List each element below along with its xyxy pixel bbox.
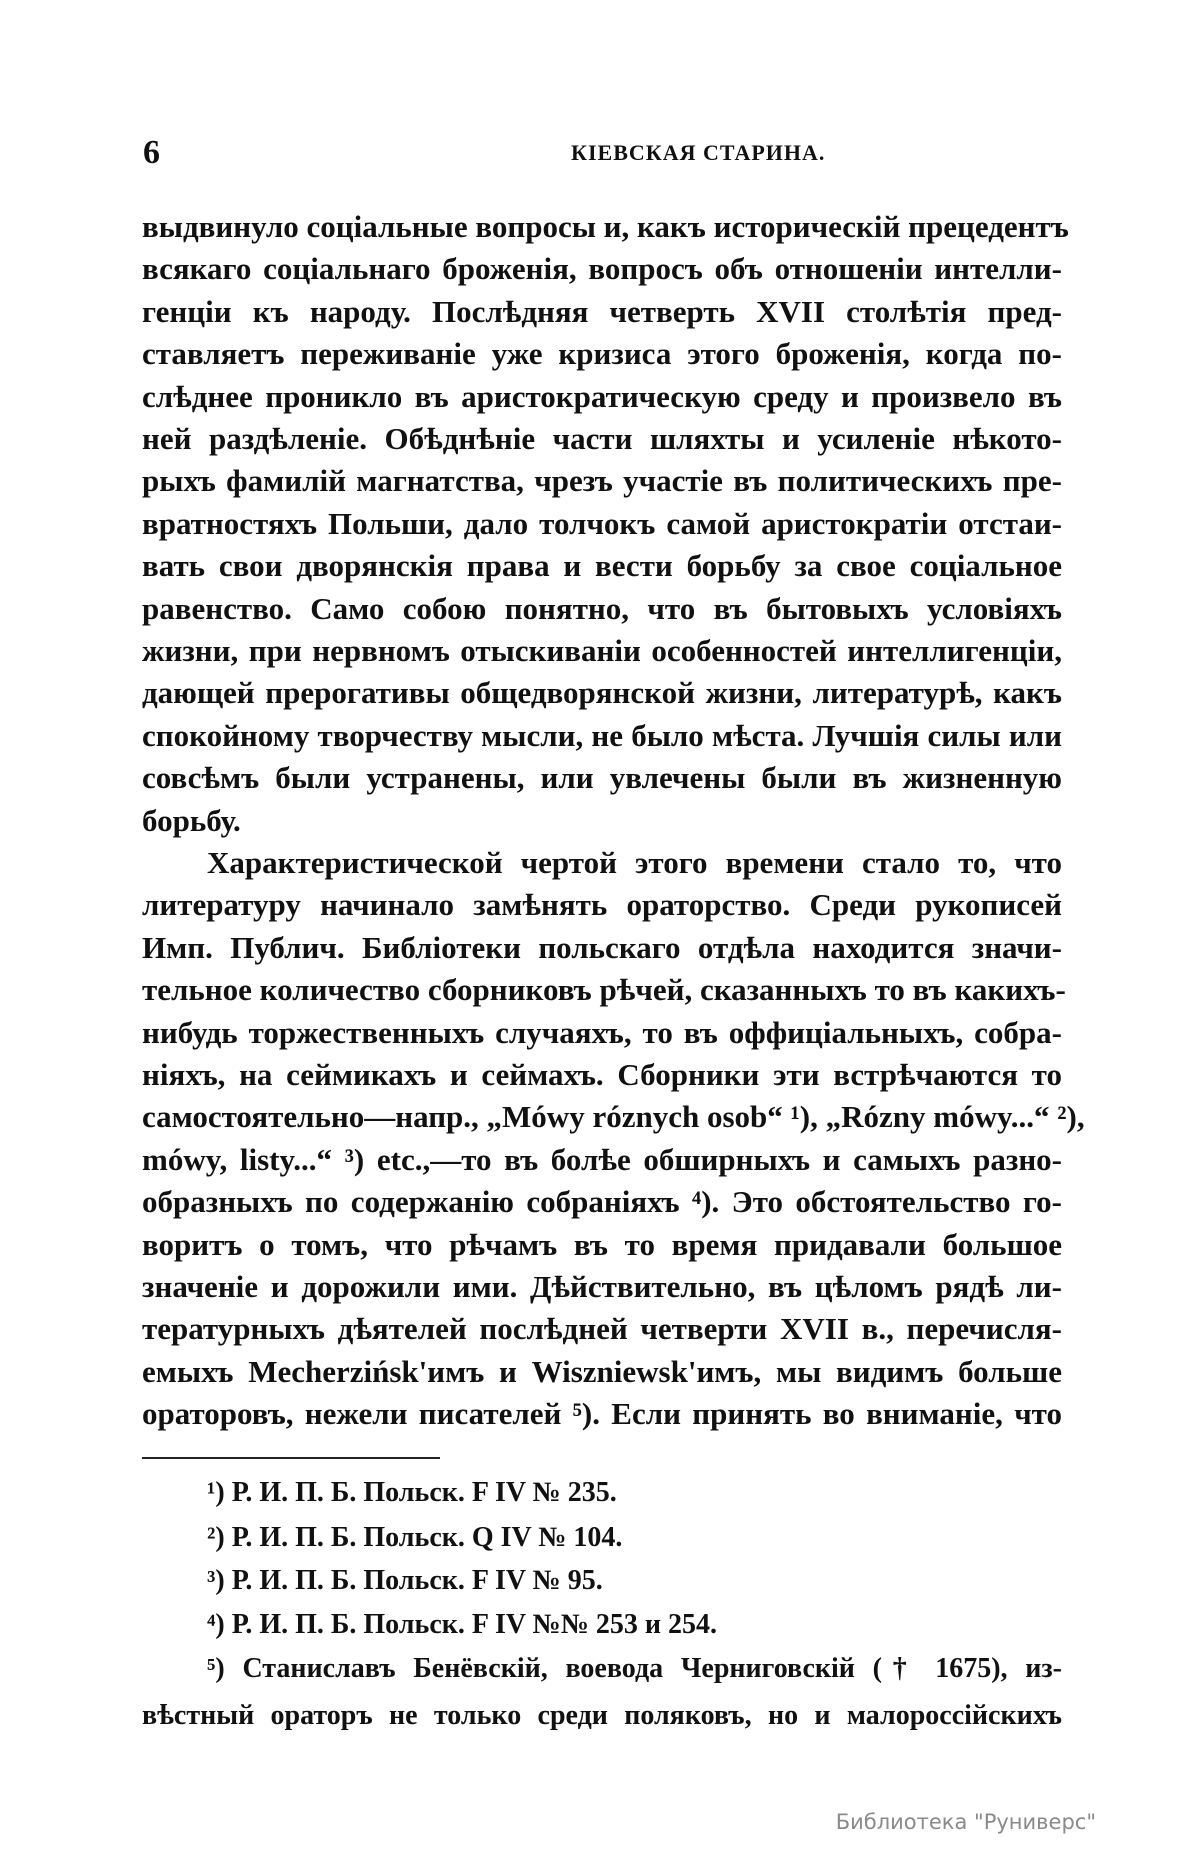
text-line: дающей прерогативы общедворянской жизни, литературѣ, какъ <box>142 675 1062 711</box>
text-line: самостоятельно—напр., „Mówy róznych osob“ ¹), „Rózny mówy...“ ²), <box>142 1099 1085 1135</box>
text-line: спокойному творчеству мысли, не было мѣста. Лучшія силы или <box>142 717 1062 753</box>
text-line: борьбу. <box>142 802 241 838</box>
text-line: равенство. Само собою понятно, что въ бытовыхъ условіяхъ <box>142 590 1062 626</box>
text-line: вать свои дворянскія права и вести борьбу за свое соціальное <box>142 548 1062 584</box>
footnote: ¹) Р. И. П. Б. Польск. F IV № 235. <box>207 1477 617 1508</box>
text-line: Характеристической чертой этого времени стало то, что <box>207 845 1062 880</box>
text-line: ораторовъ, нежели писателей ⁵). Если принять во вниманіе, что <box>142 1396 1062 1432</box>
text-line: вратностяхъ Польши, дало толчокъ самой аристократіи отстаи- <box>142 505 1062 541</box>
footnote: ⁴) Р. И. П. Б. Польск. F IV №№ 253 и 254. <box>207 1609 717 1640</box>
text-line: жизни, при нервномъ отыскиваніи особенностей интеллигенціи, <box>142 633 1062 668</box>
text-line: ніяхъ, на сеймикахъ и сеймахъ. Сборники эти встрѣчаются то <box>142 1057 1062 1092</box>
footnote: ²) Р. И. П. Б. Польск. Q IV № 104. <box>207 1522 623 1553</box>
text-line: рыхъ фамилій магнатства, чрезъ участіе въ политическихъ пре- <box>142 463 1062 499</box>
text-line: ставляетъ переживаніе уже кризиса этого броженія, когда по- <box>142 336 1062 372</box>
text-line: нибудь торжественныхъ случаяхъ, то въ оффиціальныхъ, собра- <box>142 1014 1062 1050</box>
text-line: всякаго соціальнаго броженія, вопросъ объ отношеніи интелли- <box>142 251 1062 287</box>
text-line: значеніе и дорожили ими. Дѣйствительно, въ цѣломъ рядѣ ли- <box>142 1269 1062 1304</box>
library-watermark: Библиотека "Руниверс" <box>835 1810 1096 1834</box>
text-line: mówy, listy...“ ³) etc.,—то въ болѣе обширныхъ и самыхъ разно- <box>142 1141 1062 1177</box>
text-line: выдвинуло соціальные вопросы и, какъ историческій прецедентъ <box>142 209 1069 244</box>
footnote: ⁵) Станиславъ Бенёвскій, воевода Черниговскій († 1675), из- <box>207 1653 1062 1684</box>
text-line: ней раздѣленіе. Обѣднѣніе части шляхты и усиленіе нѣкото- <box>142 421 1062 456</box>
page-number: 6 <box>143 134 160 171</box>
text-line: слѣднее проникло въ аристократическую среду и произвело въ <box>142 378 1062 414</box>
text-line: тельное количество сборниковъ рѣчей, сказанныхъ то въ какихъ- <box>142 972 1066 1008</box>
text-line: совсѣмъ были устранены, или увлечены были въ жизненную <box>142 760 1062 796</box>
text-line: тературныхъ дѣятелей послѣдней четверти XVII в., перечисля- <box>142 1311 1062 1347</box>
text-line: образныхъ по содержанію собраніяхъ ⁴). Это обстоятельство го- <box>142 1184 1062 1220</box>
running-title: КІЕВСКАЯ СТАРИНА. <box>571 140 826 165</box>
footnote-continuation: вѣстный ораторъ не только среди поляковъ, но и малороссійскихъ <box>142 1700 1062 1731</box>
text-line: литературу начинало замѣнять ораторство. Среди рукописей <box>142 887 1062 923</box>
text-line: Имп. Публич. Библіотеки польскаго отдѣла находится значи- <box>142 929 1062 965</box>
text-line: воритъ о томъ, что рѣчамъ въ то время придавали большое <box>142 1226 1062 1262</box>
text-line: емыхъ Mecherzińsk'имъ и Wiszniewsk'имъ, мы видимъ больше <box>142 1353 1062 1389</box>
footnote: ³) Р. И. П. Б. Польск. F IV № 95. <box>207 1565 603 1596</box>
text-line: генціи къ народу. Послѣдняя четверть XVII столѣтія пред- <box>142 293 1062 329</box>
footnote-divider <box>142 1457 440 1459</box>
